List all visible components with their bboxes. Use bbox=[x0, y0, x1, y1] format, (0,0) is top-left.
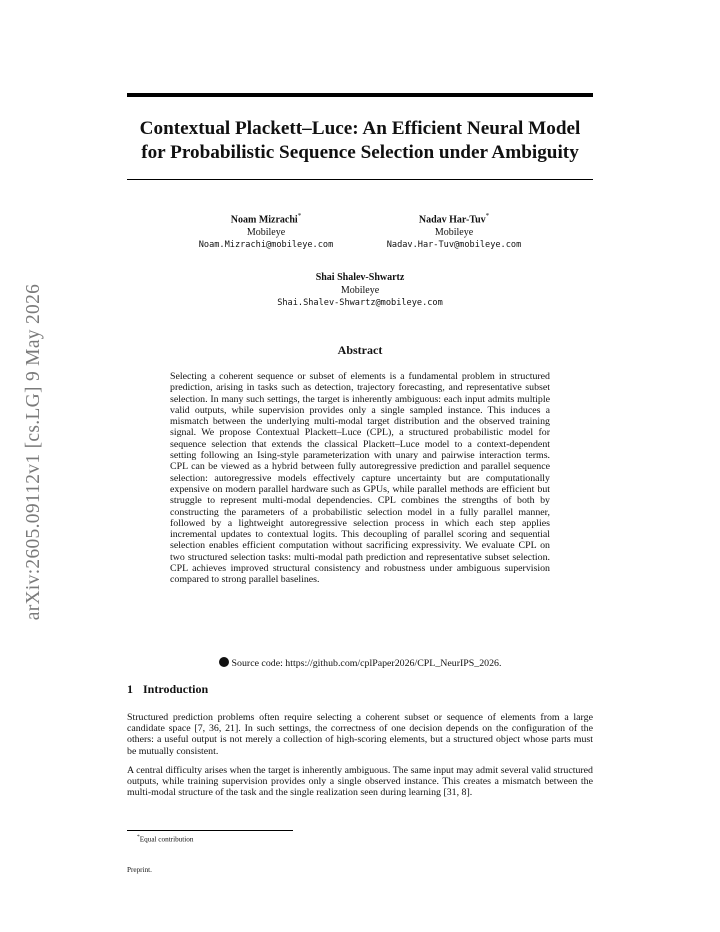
paper-title: Contextual Plackett–Luce: An Efficient Neural Model for Probabilistic Sequence Selection under Ambiguity bbox=[139, 118, 581, 163]
author-email[interactable]: Shai.Shalev-Shwartz@mobileye.com bbox=[277, 298, 443, 308]
author-mark: * bbox=[485, 212, 490, 220]
author-email[interactable]: Noam.Mizrachi@mobileye.com bbox=[198, 240, 334, 251]
footnote bbox=[137, 834, 193, 843]
footnote-rule bbox=[127, 830, 293, 831]
arxiv-sidebar-stamp bbox=[20, 262, 48, 642]
footnote-mark: * bbox=[137, 834, 140, 840]
abstract-text: Selecting a coherent sequence or subset of elements is a fundamental problem in structured prediction, arising in tasks such as detection, trajectory forecasting, and representative subset selection. In many such settings, the target is inherently ambiguous: each input admits multiple valid outputs, while supervision provides only a single sampled instance. This induces a mismatch between the underlying multi-modal target distribution and the observed training signal. We propose Contextual Plackett–Luce (CPL), a structured probabilistic model for sequence selection that extends the classical Plackett–Luce model to a context-dependent setting following an Ising-style parameterization with unary and pairwise interaction terms. CPL can be viewed as a hybrid between fully autoregressive prediction and parallel sequence selection: autoregressive models effectively capture uncertainty but are computationally expensive on modern parallel hardware such as GPUs, while parallel methods are efficient but struggle to represent multi-modal dependencies. CPL combines the strengths of both by constructing the parameters of a probabilistic selection model in a fully parallel manner, followed by a lightweight autoregressive selection process in which each step applies incremental updates to contextual logits. This decoupling of parallel scoring and sequential selection enables efficient computation without sacrificing expressivity. We evaluate CPL on two structured selection tasks: multi-modal path prediction and representative subset selection. CPL achieves improved structural consistency and robustness under ambiguous supervision compared to strong parallel baselines. bbox=[170, 371, 550, 586]
section-title: Introduction bbox=[143, 682, 209, 696]
paragraph-2: A central difficulty arises when the target is inherently ambiguous. The same input may admit several valid structured outputs, while training supervision provides only a single observed instance. This creates a mismatch between the multi-modal structure of the task and the single realization seen during learning [31, 8]. bbox=[127, 765, 593, 799]
title-bottom-rule bbox=[127, 179, 593, 180]
footnote-text: Equal contribution bbox=[139, 835, 194, 844]
abstract-heading: Abstract bbox=[337, 343, 383, 357]
source-code-link[interactable]: Source code: https://github.com/cplPaper2026/CPL_NeurIPS_2026. bbox=[231, 658, 502, 669]
author-email[interactable]: Nadav.Har-Tuv@mobileye.com bbox=[386, 240, 522, 251]
author-name: Noam Mizrachi bbox=[230, 214, 298, 226]
author-affiliation: Mobileye bbox=[434, 227, 474, 239]
source-code-line bbox=[127, 657, 593, 669]
paragraph-1: Structured prediction problems often require selecting a coherent subset or sequence of elements from a large candidate space [7, 36, 21]. In such settings, the correctness of one decision depends on the configuration of the others: a useful output is not merely a collection of high-scoring elements, but a structured object whose parts must be mutually consistent. bbox=[127, 712, 593, 757]
arxiv-id: arXiv:2605.09112v1 [cs.LG] 9 May 2026 bbox=[23, 283, 45, 621]
section-heading bbox=[127, 682, 208, 697]
author-mark: * bbox=[297, 212, 302, 220]
author-block-3 bbox=[210, 271, 510, 310]
section-number: 1 bbox=[127, 682, 133, 696]
author-block-2 bbox=[354, 210, 554, 252]
author-block-1 bbox=[166, 210, 366, 252]
author-name: Shai Shalev-Shwartz bbox=[315, 272, 405, 283]
author-affiliation: Mobileye bbox=[246, 227, 286, 239]
author-name: Nadav Har-Tuv bbox=[418, 214, 486, 226]
github-icon bbox=[219, 657, 229, 667]
preprint-label: Preprint. bbox=[127, 866, 152, 874]
author-affiliation: Mobileye bbox=[340, 285, 380, 296]
title-top-rule bbox=[127, 93, 593, 97]
